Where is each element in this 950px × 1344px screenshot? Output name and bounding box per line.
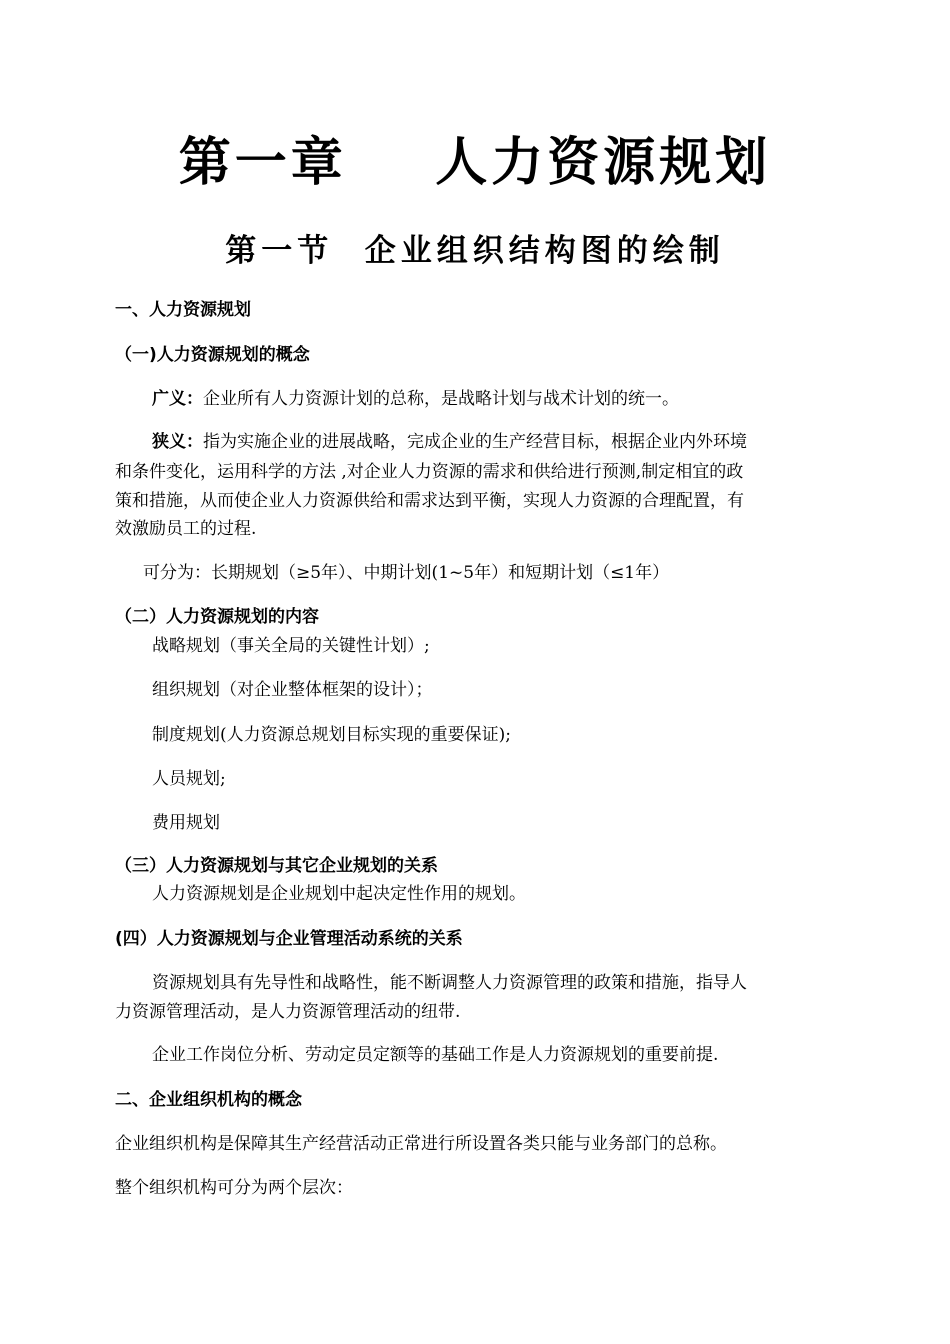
heading-hr-planning: 一、人力资源规划 <box>115 300 251 320</box>
content-item: 战略规划（事关全局的关键性计划）; <box>152 636 430 656</box>
narrow-definition-line-1 <box>152 430 747 454</box>
management-paragraph-1-line-2: 力资源管理活动，是人力资源管理活动的纽带. <box>115 1002 461 1022</box>
chapter-title: 第一章 人力资源规划 <box>178 133 772 193</box>
narrow-definition-line-2: 和条件变化，运用科学的方法 ,对企业人力资源的需求和供给进行预测,制定相宜的政 <box>115 462 744 482</box>
relation-other-text: 人力资源规划是企业规划中起决定性作用的规划。 <box>152 884 526 904</box>
content-item: 组织规划（对企业整体框架的设计）； <box>152 680 433 700</box>
narrow-definition-line-4: 效激励员工的过程. <box>115 519 257 539</box>
broad-definition <box>152 387 679 411</box>
broad-term: 广义： <box>152 389 203 409</box>
content-item: 制度规划(人力资源总规划目标实现的重要保证); <box>152 725 511 745</box>
heading-relation-other-plans: （三）人力资源规划与其它企业规划的关系 <box>115 856 438 876</box>
section-title: 第一节 企业组织结构图的绘制 <box>225 233 725 269</box>
narrow-text-1: 指为实施企业的进展战略，完成企业的生产经营目标，根据企业内外环境 <box>203 432 747 452</box>
narrow-definition-line-3: 策和措施，从而使企业人力资源供给和需求达到平衡，实现人力资源的合理配置，有 <box>115 491 744 511</box>
heading-planning-concept: （一)人力资源规划的概念 <box>115 345 310 365</box>
heading-org-concept: 二、企业组织机构的概念 <box>115 1090 302 1110</box>
narrow-term: 狭义： <box>152 432 203 452</box>
org-text-2: 整个组织机构可分为两个层次： <box>115 1178 353 1198</box>
org-text-1: 企业组织机构是保障其生产经营活动正常进行所设置各类只能与业务部门的总称。 <box>115 1134 727 1154</box>
heading-planning-content: （二）人力资源规划的内容 <box>115 607 319 627</box>
broad-text: 企业所有人力资源计划的总称，是战略计划与战术计划的统一。 <box>203 389 679 409</box>
heading-relation-management: (四）人力资源规划与企业管理活动系统的关系 <box>115 929 463 949</box>
content-item: 人员规划; <box>152 769 226 789</box>
management-paragraph-2: 企业工作岗位分析、劳动定员定额等的基础工作是人力资源规划的重要前提. <box>152 1045 719 1065</box>
content-item: 费用规划 <box>152 813 220 833</box>
management-paragraph-1-line-1: 资源规划具有先导性和战略性，能不断调整人力资源管理的政策和措施，指导人 <box>152 973 747 993</box>
planning-divide: 可分为：长期规划（≥5年）、中期计划(1~5年）和短期计划（≤1年） <box>143 563 670 583</box>
